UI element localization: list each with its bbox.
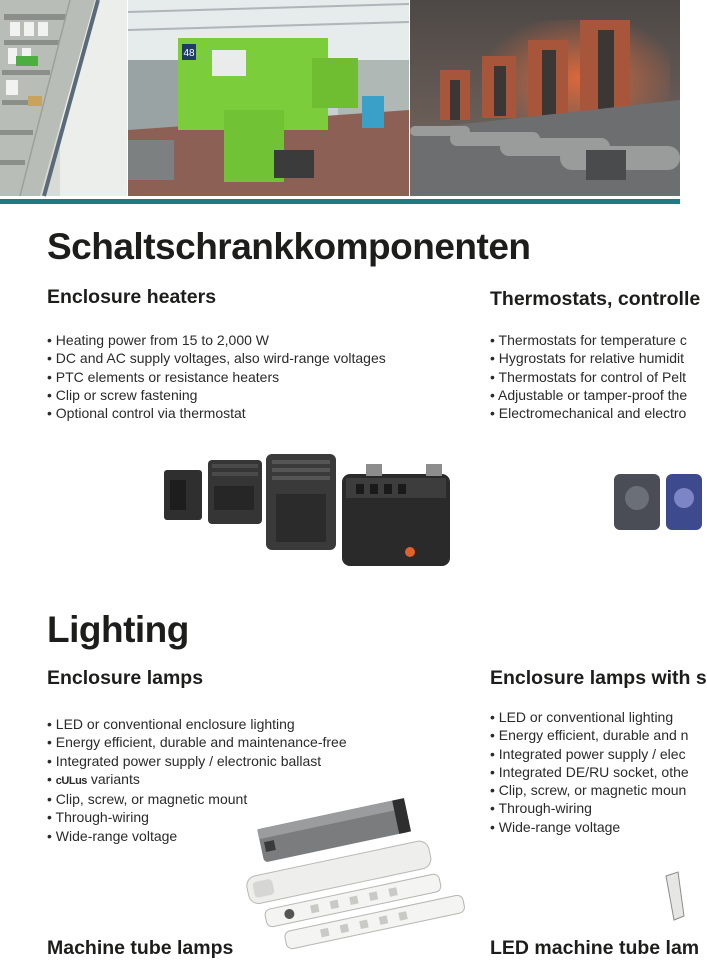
ul-certification-logo: cULus <box>55 774 87 787</box>
list-item: • Heating power from 15 to 2,000 W <box>47 331 386 349</box>
list-item: • LED or conventional enclosure lighting <box>47 715 347 733</box>
list-item: • Integrated DE/RU socket, othe <box>490 763 680 781</box>
list-item: • Thermostats for temperature c <box>490 331 680 349</box>
enclosure-lamps-socket-heading: Enclosure lamps with s <box>490 667 707 689</box>
enclosure-heaters-heading: Enclosure heaters <box>47 286 217 308</box>
thermostats-product-image <box>612 470 680 537</box>
list-item: • PTC elements or resistance heaters <box>47 368 386 386</box>
list-item: • DC and AC supply voltages, also wird-range voltages <box>47 349 386 367</box>
enclosure-heaters-product-image <box>160 448 460 578</box>
socket-lamp-product-image <box>664 872 680 927</box>
enclosure-lamps-product-image <box>240 792 472 947</box>
injection-molding-machine-photo <box>128 0 409 196</box>
list-item: • Through-wiring <box>47 808 347 826</box>
accent-divider <box>0 199 680 204</box>
list-item: • Clip or screw fastening <box>47 386 386 404</box>
enclosure-lamps-heading: Enclosure lamps <box>47 667 204 689</box>
list-item: • Electromechanical and electro <box>490 404 680 422</box>
header-photo-strip <box>0 0 680 196</box>
list-item: • Hygrostats for relative humidit <box>490 349 680 367</box>
list-item: • Energy efficient, durable and n <box>490 726 680 744</box>
list-item: • LED or conventional lighting <box>490 708 680 726</box>
list-item: • Optional control via thermostat <box>47 404 386 422</box>
enclosure-interior-photo <box>0 0 127 196</box>
list-item: • Clip, screw, or magnetic moun <box>490 781 680 799</box>
list-item <box>47 770 347 790</box>
machine-tube-lamps-heading: Machine tube lamps <box>47 937 234 959</box>
enclosure-heaters-list <box>47 331 386 422</box>
lighting-section-title: Lighting <box>47 609 189 650</box>
list-item: • Integrated power supply / electronic ballast <box>47 752 347 770</box>
list-item: • Thermostats for control of Pelt <box>490 368 680 386</box>
page-title: Schaltschrankkomponenten <box>47 226 531 267</box>
led-machine-tube-lamps-heading: LED machine tube lam <box>490 937 700 959</box>
list-item: • Clip, screw, or magnetic mount <box>47 790 347 808</box>
list-item: • Wide-range voltage <box>490 818 680 836</box>
bottom-headings-strip <box>0 936 700 959</box>
list-item: • Integrated power supply / elec <box>490 745 680 763</box>
thermostats-heading: Thermostats, controlle <box>490 288 701 310</box>
list-item: • Adjustable or tamper-proof the <box>490 386 680 404</box>
ul-variants-label: variants <box>90 770 140 787</box>
list-item: • Through-wiring <box>490 799 680 817</box>
steel-rolling-mill-photo <box>410 0 680 196</box>
list-item: • Wide-range voltage <box>47 827 347 845</box>
machine-number-tag: 48 <box>183 48 195 59</box>
enclosure-lamps-socket-list <box>490 708 689 836</box>
thermostats-list <box>490 331 688 422</box>
list-item: • Energy efficient, durable and maintenance-free <box>47 733 347 751</box>
